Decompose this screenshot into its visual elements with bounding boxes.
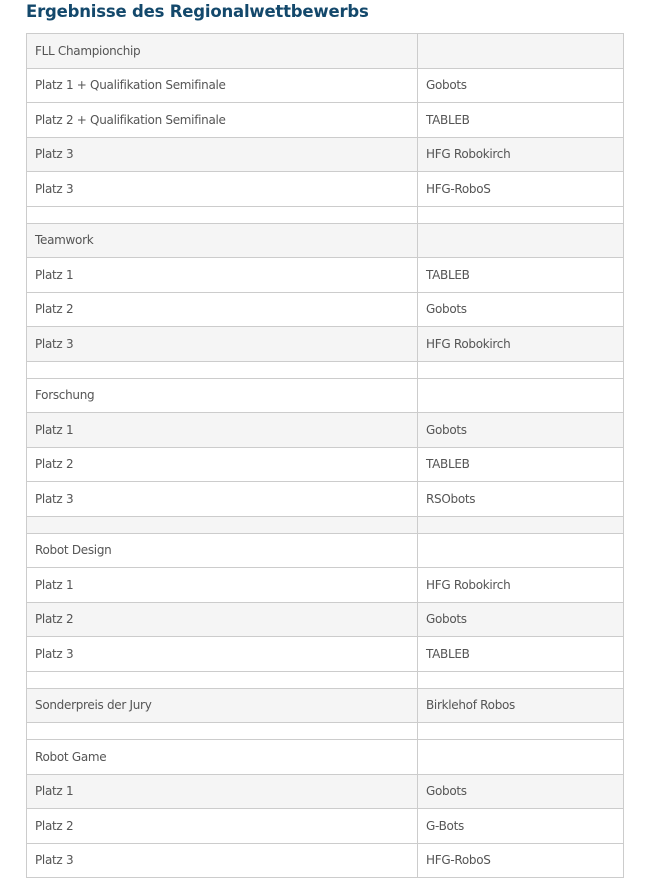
table-row <box>27 292 624 327</box>
table-row <box>27 809 624 844</box>
table-row <box>27 258 624 293</box>
category-row <box>27 34 624 69</box>
spacer-row <box>27 206 624 223</box>
table-row <box>27 137 624 172</box>
category-row <box>27 740 624 775</box>
team-name <box>418 723 624 740</box>
results-table-body <box>27 34 624 878</box>
placement-label: Platz 2 + Qualifikation Semifinale <box>27 103 418 138</box>
category-label: FLL Championchip <box>27 34 418 69</box>
table-row <box>27 602 624 637</box>
category-row <box>27 533 624 568</box>
placement-label: Platz 3 <box>27 137 418 172</box>
table-row <box>27 327 624 362</box>
team-name: G-Bots <box>418 809 624 844</box>
team-name: RSObots <box>418 482 624 517</box>
placement-label <box>27 206 418 223</box>
spacer-row <box>27 723 624 740</box>
placement-label <box>27 361 418 378</box>
table-row <box>27 568 624 603</box>
team-name <box>418 361 624 378</box>
team-name: TABLEB <box>418 103 624 138</box>
placement-label: Platz 3 <box>27 637 418 672</box>
team-name: HFG Robokirch <box>418 568 624 603</box>
table-row <box>27 637 624 672</box>
spacer-row <box>27 361 624 378</box>
spacer-row <box>27 671 624 688</box>
team-name <box>418 740 624 775</box>
table-row <box>27 843 624 878</box>
team-name <box>418 206 624 223</box>
placement-label: Platz 1 <box>27 413 418 448</box>
team-name <box>418 671 624 688</box>
team-name: Birklehof Robos <box>418 688 624 723</box>
category-label: Robot Design <box>27 533 418 568</box>
category-label: Teamwork <box>27 223 418 258</box>
team-name: HFG-RoboS <box>418 843 624 878</box>
table-row <box>27 103 624 138</box>
placement-label: Platz 2 <box>27 809 418 844</box>
team-name: HFG-RoboS <box>418 172 624 207</box>
placement-label: Platz 1 <box>27 568 418 603</box>
team-name: HFG Robokirch <box>418 137 624 172</box>
placement-label <box>27 516 418 533</box>
team-name: TABLEB <box>418 258 624 293</box>
placement-label: Platz 2 <box>27 447 418 482</box>
category-row <box>27 378 624 413</box>
table-row <box>27 68 624 103</box>
table-row <box>27 172 624 207</box>
placement-label: Platz 1 + Qualifikation Semifinale <box>27 68 418 103</box>
team-name <box>418 516 624 533</box>
category-row <box>27 223 624 258</box>
team-name: Gobots <box>418 602 624 637</box>
team-name: HFG Robokirch <box>418 327 624 362</box>
results-table <box>26 33 624 878</box>
team-name: TABLEB <box>418 637 624 672</box>
category-row <box>27 688 624 723</box>
team-name: Gobots <box>418 774 624 809</box>
page-title: Ergebnisse des Regionalwettbewerbs <box>26 2 369 21</box>
table-row <box>27 447 624 482</box>
team-name <box>418 533 624 568</box>
category-label: Forschung <box>27 378 418 413</box>
placement-label: Platz 2 <box>27 292 418 327</box>
placement-label: Platz 1 <box>27 774 418 809</box>
table-row <box>27 774 624 809</box>
placement-label: Platz 3 <box>27 327 418 362</box>
placement-label <box>27 723 418 740</box>
placement-label: Platz 2 <box>27 602 418 637</box>
table-row <box>27 482 624 517</box>
team-name: Gobots <box>418 68 624 103</box>
spacer-row <box>27 516 624 533</box>
team-name: Gobots <box>418 292 624 327</box>
team-name: TABLEB <box>418 447 624 482</box>
category-label: Robot Game <box>27 740 418 775</box>
team-name: Gobots <box>418 413 624 448</box>
placement-label: Platz 3 <box>27 172 418 207</box>
category-label: Sonderpreis der Jury <box>27 688 418 723</box>
team-name <box>418 223 624 258</box>
placement-label: Platz 3 <box>27 843 418 878</box>
team-name <box>418 378 624 413</box>
placement-label: Platz 1 <box>27 258 418 293</box>
placement-label: Platz 3 <box>27 482 418 517</box>
team-name <box>418 34 624 69</box>
table-row <box>27 413 624 448</box>
placement-label <box>27 671 418 688</box>
